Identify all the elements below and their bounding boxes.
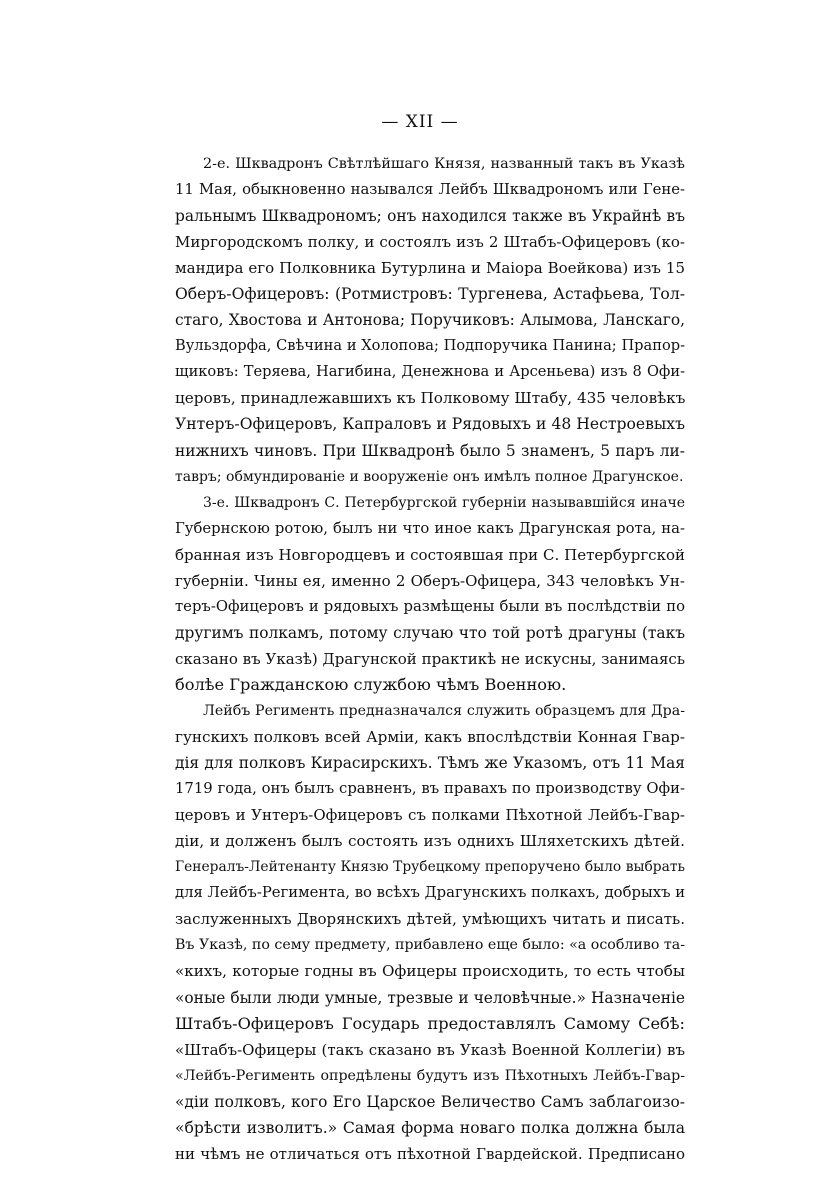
text-line: сказано въ Указѣ) Драгунской практикѣ не искусны, занимаясь: [175, 649, 685, 668]
text-line: Въ Указѣ, по сему предмету, прибавлено еще было: «а особливо та-: [175, 937, 685, 954]
text-line: другимъ полкамъ, потому случаю что той ротѣ драгуны (такъ: [175, 623, 685, 642]
text-line: Миргородскомъ полку, и состоялъ изъ 2 Штабъ-Офицеровъ (ко-: [175, 233, 685, 252]
text-line: ни чѣмъ не отличаться отъ пѣхотной Гвардейской. Предписано: [175, 1144, 685, 1163]
text-line: Лейбъ Регименть предназначался служить образцемъ для Дра-: [203, 702, 685, 719]
text-line: 1719 года, онъ былъ сравненъ, въ правахъ по производству Офи-: [175, 780, 685, 798]
text-line: «Штабъ-Офицеры (такъ сказано въ Указѣ Военной Коллегіи) въ: [175, 1040, 685, 1059]
text-line: гунскихъ полковъ всей Арміи, какъ впослѣдствіи Конная Гвар-: [175, 728, 685, 747]
text-line: тавръ; обмундированіе и вооруженіе онъ имѣлъ полное Драгунское.: [175, 468, 684, 485]
text-line: для Лейбъ-Регимента, во всѣхъ Драгунскихъ полкахъ, добрыхъ и: [175, 884, 685, 902]
text-line: «оные были люди умные, трезвые и человѣчные.» Назначеніе: [175, 988, 685, 1007]
text-line: 3-е. Шквадронъ С. Петербургской губерніи называвшійся иначе: [203, 494, 685, 511]
text-line: Оберъ-Офицеровъ: (Ротмистровъ: Тургенева, Астафьева, Тол-: [175, 285, 685, 304]
text-line: дія для полковъ Кирасирскихъ. Тѣмъ же Указомъ, отъ 11 Мая: [175, 754, 685, 773]
text-line: ральнымъ Шквадрономъ; онъ находился также въ Украйнѣ въ: [175, 207, 685, 226]
text-line: заслуженныхъ Дворянскихъ дѣтей, умѣющихъ читать и писать.: [175, 910, 685, 929]
text-line: нижнихъ чиновъ. При Шквадронѣ было 5 знаменъ, 5 паръ ли-: [175, 441, 685, 460]
text-line: Штабъ-Офицеровъ Государь предоставлялъ Самому Себѣ:: [175, 1013, 685, 1033]
text-line: Генералъ-Лейтенанту Князю Трубецкому препоручено было выбрать: [175, 859, 685, 876]
text-line: губерніи. Чины ея, именно 2 Оберъ-Офицера, 343 человѣкъ Ун-: [175, 571, 685, 590]
text-line: церовъ и Унтеръ-Офицеровъ съ полками Пѣхотной Лейбъ-Гвар-: [175, 806, 685, 825]
text-line: церовъ, принадлежавшихъ къ Полковому Штабу, 435 человѣкъ: [175, 389, 685, 408]
body-text: [175, 151, 685, 1167]
text-line: «діи полковъ, кого Его Царское Величество Самъ заблагоизо-: [175, 1092, 685, 1111]
text-line: «брѣсти изволитъ.» Самая форма новаго полка должна была: [175, 1118, 685, 1137]
text-line: діи, и долженъ былъ состоять изъ однихъ Шляхетскихъ дѣтей.: [175, 832, 685, 851]
text-line: бранная изъ Новгородцевъ и состоявшая при С. Петербургской: [175, 545, 685, 564]
page-number: — XII —: [381, 112, 459, 132]
text-line: мандира его Полковника Бутурлина и Маіора Воейкова) изъ 15: [175, 259, 685, 278]
text-line: Губернскою ротою, былъ ни что иное какъ Драгунская рота, на-: [175, 519, 685, 537]
text-line: Вульздорфа, Свѣчина и Холопова; Подпоручика Панина; Прапор-: [175, 337, 685, 355]
text-line: 11 Мая, обыкновенно назывался Лейбъ Шквадрономъ или Гене-: [175, 181, 685, 199]
text-line: Унтеръ-Офицеровъ, Капраловъ и Рядовыхъ и 48 Нестроевыхъ: [175, 415, 685, 434]
text-line: «Лейбъ-Регименть опредѣлены будутъ изъ Пѣхотныхъ Лейбъ-Гвар-: [175, 1067, 685, 1084]
text-line: 2-е. Шквадронъ Свѣтлѣйшаго Князя, названный такъ въ Указѣ: [203, 156, 685, 172]
text-line: теръ-Офицеровъ и рядовыхъ размѣщены были въ послѣдствіи по: [175, 597, 685, 615]
text-line: болѣе Гражданскою службою чѣмъ Военною.: [175, 674, 567, 694]
text-line: щиковъ: Теряева, Нагибина, Денежнова и Арсеньева) изъ 8 Офи-: [175, 363, 685, 381]
text-line: стаго, Хвостова и Антонова; Поручиковъ: Алымова, Ланскаго,: [175, 311, 685, 330]
text-line: «кихъ, которые годны въ Офицеры происходить, то есть чтобы: [175, 962, 685, 981]
